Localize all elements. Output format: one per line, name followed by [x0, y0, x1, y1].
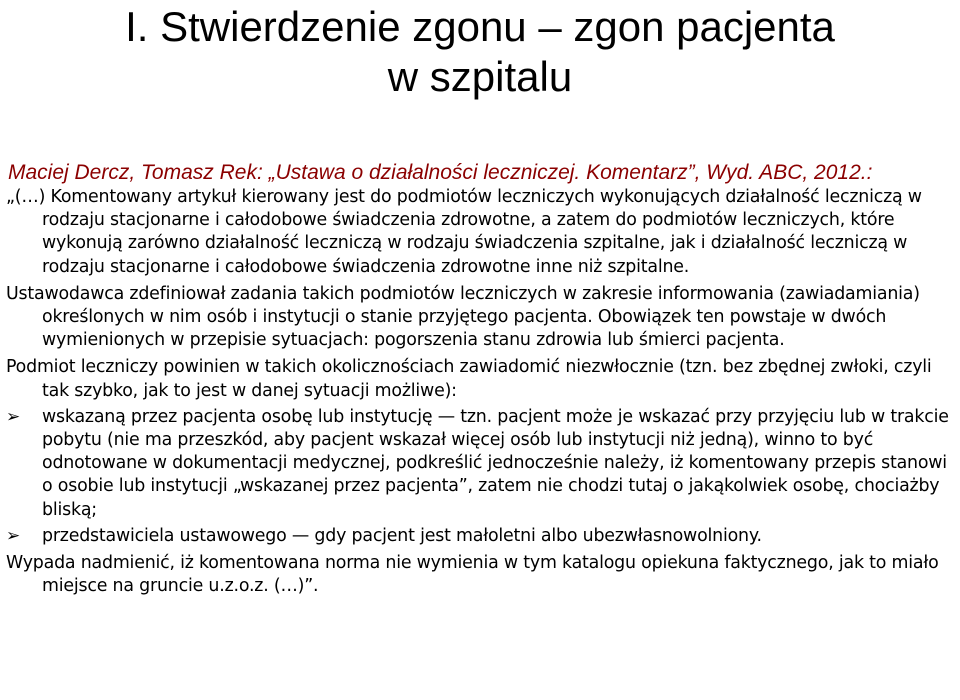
- slide-title: [0, 2, 960, 102]
- citation: Maciej Dercz, Tomasz Rek: „Ustawa o działalności leczniczej. Komentarz”, Wyd. ABC, 2012.:: [8, 161, 873, 184]
- bullet-item: [6, 406, 956, 522]
- title-line-1: I. Stwierdzenie zgonu – zgon pacjenta: [125, 3, 835, 50]
- quote-paragraph: „(…) Komentowany artykuł kierowany jest do podmiotów leczniczych wykonujących działalność leczniczą w rodzaju stacjonarne i całodobowe świadczenia zdrowotne, a zatem do podmiotów leczniczych, które wykonują zarówno działalność leczniczą w rodzaju świadczenia szpitalne, jak i działalność leczniczą w rodzaju stacjonarne i całodobowe świadczenia zdrowotne inne niż szpitalne.: [6, 187, 922, 277]
- paragraph-duties: Ustawodawca zdefiniował zadania takich podmiotów leczniczych w zakresie informowania (zawiadamiania) określonych w nim osób i instytucji o stanie przyjętego pacjenta. Obowiązek ten powstaje w dwóch wymienionych w przepisie sytuacjach: pogorszenia stanu zdrowia lub śmierci pacjenta.: [6, 283, 920, 351]
- arrow-bullet-icon: ➢: [6, 525, 21, 546]
- title-line-2: w szpitalu: [387, 53, 573, 100]
- arrow-bullet-icon: ➢: [6, 406, 21, 427]
- paragraph-notify: Podmiot leczniczy powinien w takich okolicznościach zawiadomić niezwłocznie (tzn. bez zbędnej zwłoki, czyli tak szybko, jak to jest w danej sytuacji możliwe):: [6, 357, 932, 401]
- slide-body: [6, 186, 956, 598]
- paragraph-closing: Wypada nadmienić, iż komentowana norma nie wymienia w tym katalogu opiekuna faktycznego, jak to miało miejsce na gruncie u.z.o.z. (…)”.: [6, 553, 939, 597]
- bullet-text: przedstawiciela ustawowego — gdy pacjent jest małoletni albo ubezwłasnowolniony.: [42, 525, 762, 546]
- bullet-text: wskazaną przez pacjenta osobę lub instytucję — tzn. pacjent może je wskazać przy przyjęciu lub w trakcie pobytu (nie ma przeszkód, aby pacjent wskazał więcej osób lub instytucji niż jedną), winno to być odnotowane w dokumentacji medycznej, podkreślić jednocześnie należy, iż komentowany przepis stanowi o osobie lub instytucji „wskazanej przez pacjenta”, zatem nie chodzi tutaj o jakąkolwiek osobę, chociażby bliską;: [42, 406, 949, 520]
- bullet-item: [6, 525, 956, 548]
